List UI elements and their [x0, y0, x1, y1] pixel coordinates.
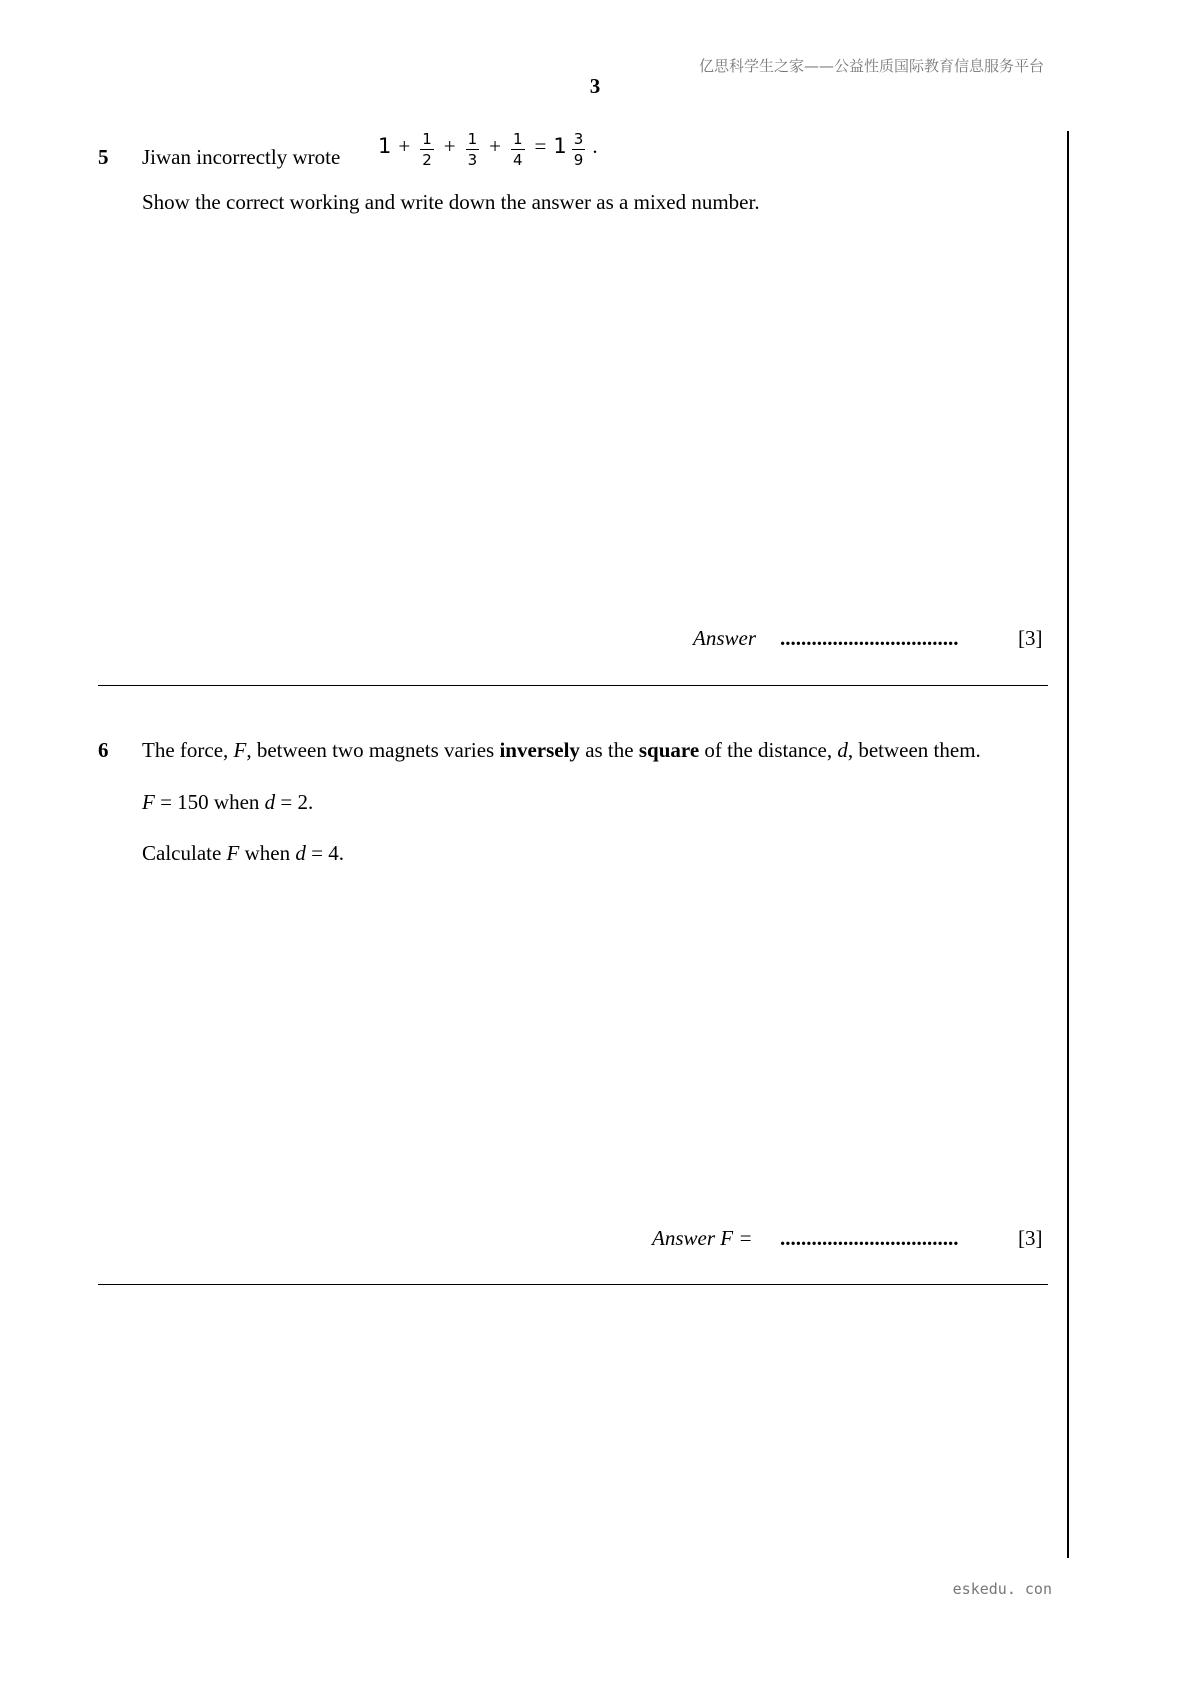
variable-d: d: [837, 738, 848, 762]
question-6-answer-line[interactable]: ..................................: [780, 1226, 959, 1250]
variable-F: F: [233, 738, 247, 762]
fraction-numerator: 1: [513, 130, 523, 148]
question-6-given: [142, 790, 313, 815]
question-5-expression: [378, 129, 598, 170]
question-5-answer-label: Answer: [693, 626, 756, 650]
question-5-number: 5: [98, 145, 109, 169]
fraction-1-2: [420, 129, 434, 170]
text-segment: , between them.: [847, 738, 981, 762]
page-number: 3: [589, 74, 601, 98]
question-divider: [98, 1284, 1048, 1285]
fraction-numerator: 1: [467, 130, 478, 148]
question-5-instruction: Show the correct working and write down the answer as a mixed number.: [142, 190, 760, 214]
expr-plus-2: +: [443, 134, 456, 159]
text-segment: The force,: [142, 738, 234, 762]
question-6-marks: [3]: [1018, 1226, 1043, 1250]
question-5-marks: [3]: [1018, 626, 1043, 650]
expr-period: .: [592, 134, 598, 159]
margin-line: [1067, 131, 1069, 1558]
question-6-statement: [142, 738, 981, 763]
text-segment: of the distance,: [699, 738, 838, 762]
text-segment: as the: [579, 738, 639, 762]
fraction-1-3: [466, 129, 480, 170]
expr-equals: =: [534, 134, 547, 159]
fraction-1-4: [511, 129, 525, 170]
fraction-numerator: 1: [422, 130, 432, 148]
emphasis-square: square: [638, 738, 700, 762]
variable-F: F: [142, 790, 155, 814]
fraction-denominator: 2: [422, 151, 432, 169]
variable-d: d: [264, 790, 276, 814]
text-segment: when: [239, 841, 296, 865]
footer-site: eskedu. con: [952, 1580, 1052, 1598]
fraction-3-9: [572, 129, 586, 170]
question-5-intro: Jiwan incorrectly wrote: [142, 145, 341, 169]
question-6-answer-label: Answer F =: [652, 1226, 753, 1250]
question-6-number: 6: [98, 738, 109, 762]
text-segment: = 2.: [275, 790, 314, 814]
fraction-denominator: 3: [467, 151, 478, 169]
question-6-task: [142, 841, 344, 866]
variable-d: d: [295, 841, 306, 865]
expr-result-whole: 1: [553, 134, 567, 159]
question-divider: [98, 685, 1048, 686]
question-5-answer-line[interactable]: ..................................: [780, 626, 959, 650]
text-segment: = 150 when: [154, 790, 265, 814]
text-segment: Calculate: [142, 841, 227, 865]
expr-plus-3: +: [489, 134, 501, 159]
emphasis-inversely: inversely: [499, 738, 580, 762]
text-segment: = 4.: [305, 841, 344, 865]
fraction-numerator: 3: [573, 130, 584, 148]
fraction-denominator: 4: [513, 151, 523, 169]
variable-F: F: [226, 841, 240, 865]
expr-whole: 1: [378, 134, 392, 159]
watermark-header: 亿思科学生之家——公益性质国际教育信息服务平台: [698, 57, 1044, 75]
expr-plus-1: +: [398, 134, 411, 159]
text-segment: , between two magnets varies: [246, 738, 500, 762]
fraction-denominator: 9: [573, 151, 584, 169]
